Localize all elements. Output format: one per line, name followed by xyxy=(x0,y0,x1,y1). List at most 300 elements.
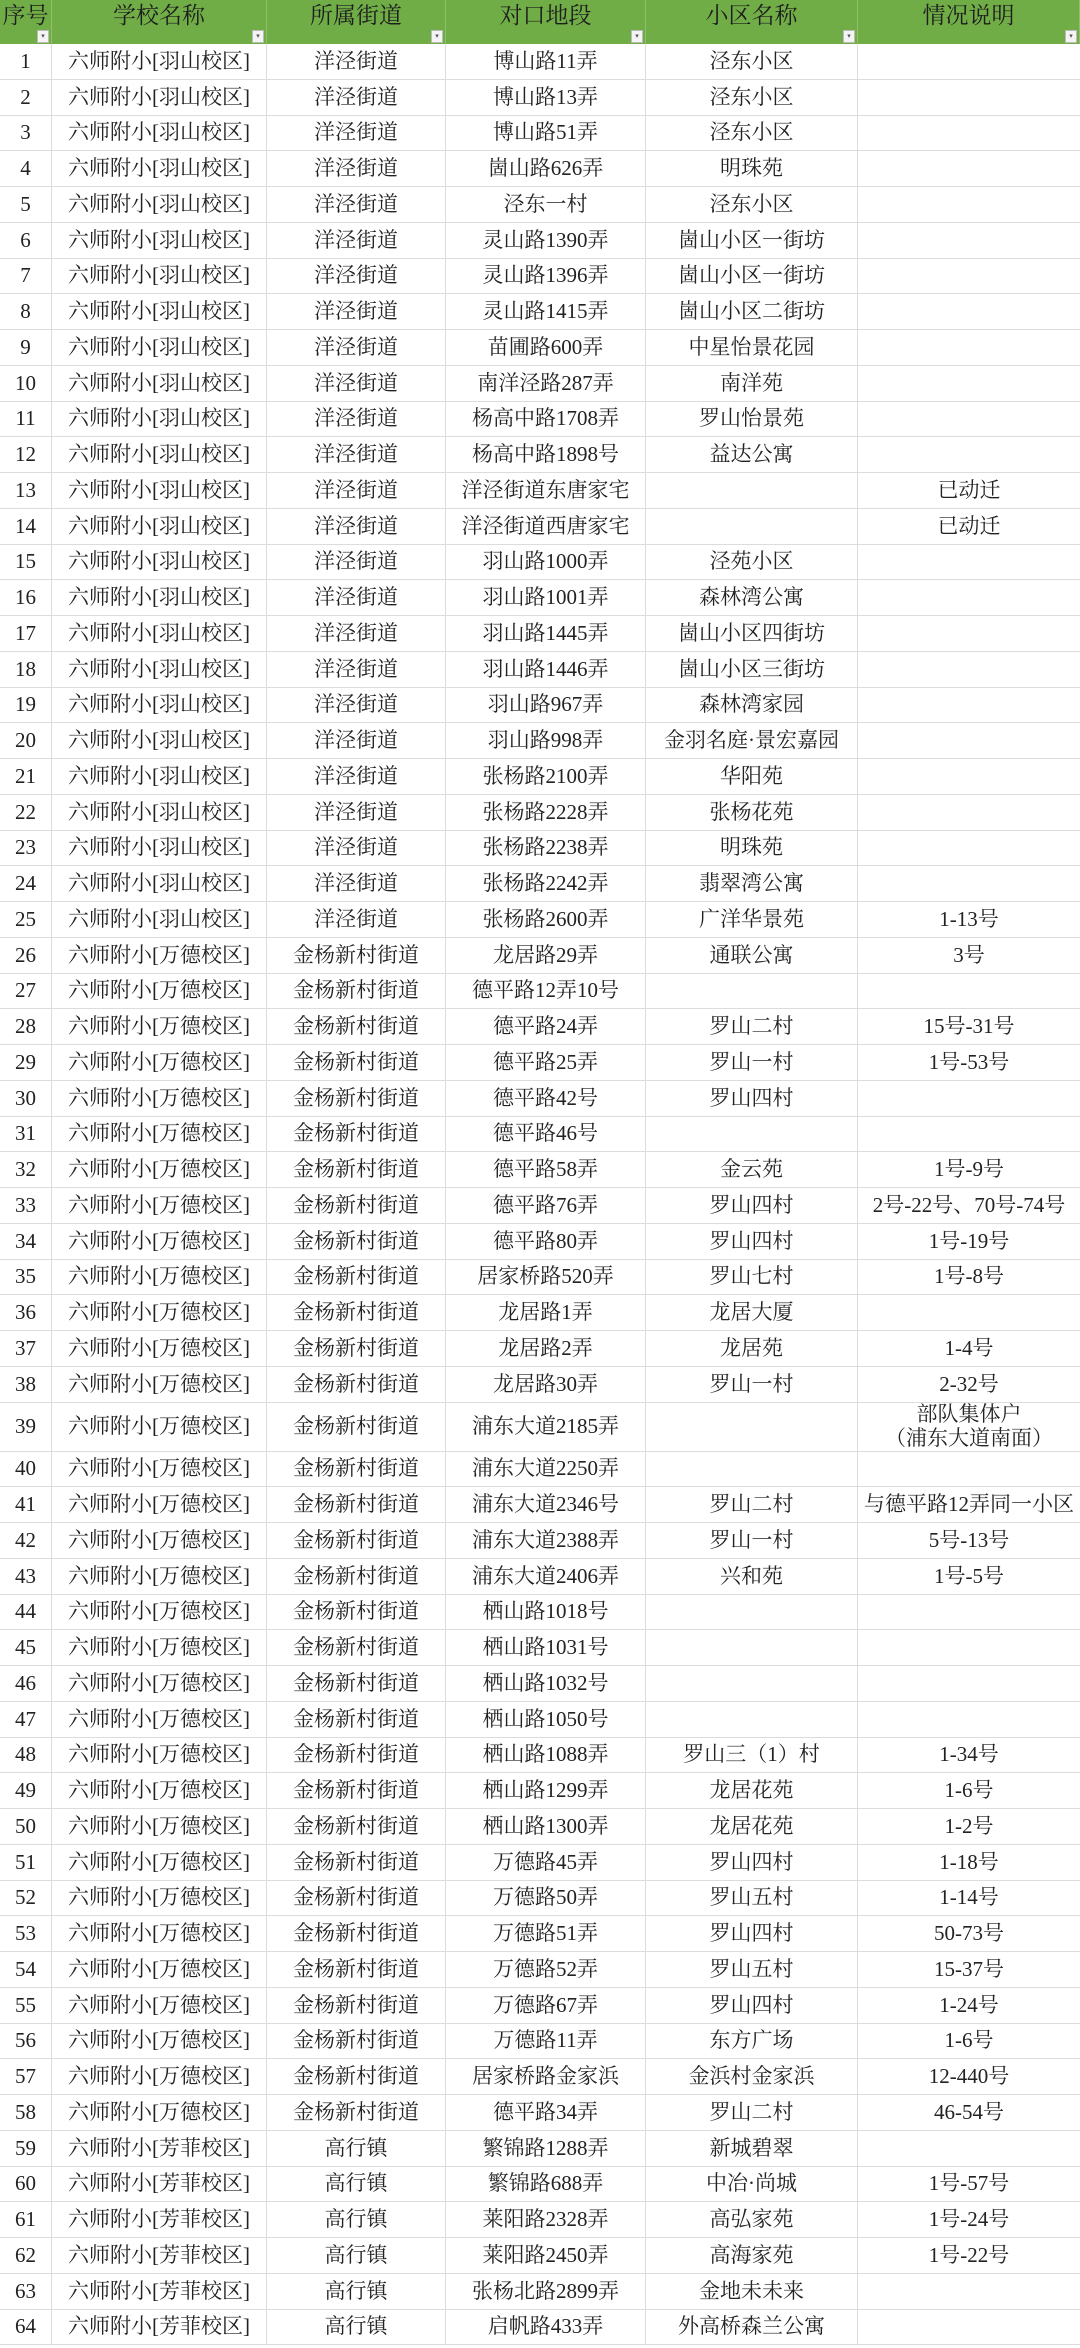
cell-notes[interactable] xyxy=(858,437,1080,472)
cell-seq[interactable]: 46 xyxy=(0,1666,52,1701)
cell-community-name[interactable] xyxy=(646,1595,858,1630)
cell-notes[interactable] xyxy=(858,187,1080,222)
cell-seq[interactable]: 10 xyxy=(0,366,52,401)
cell-street[interactable]: 洋泾街道 xyxy=(267,688,446,723)
cell-street[interactable]: 洋泾街道 xyxy=(267,116,446,151)
cell-street[interactable]: 金杨新村街道 xyxy=(267,1881,446,1916)
cell-notes[interactable] xyxy=(858,2310,1080,2345)
cell-seq[interactable]: 55 xyxy=(0,1988,52,2023)
cell-assigned-segment[interactable]: 德平路76弄 xyxy=(446,1188,646,1223)
cell-community-name[interactable]: 张杨花苑 xyxy=(646,795,858,830)
cell-assigned-segment[interactable]: 德平路24弄 xyxy=(446,1009,646,1044)
cell-assigned-segment[interactable]: 杨高中路1898号 xyxy=(446,437,646,472)
cell-assigned-segment[interactable]: 洋泾街道东唐家宅 xyxy=(446,473,646,508)
cell-school-name[interactable]: 六师附小[羽山校区] xyxy=(52,80,267,115)
cell-assigned-segment[interactable]: 羽山路1000弄 xyxy=(446,545,646,580)
cell-notes[interactable]: 1-6号 xyxy=(944,1778,994,1803)
cell-school-name[interactable]: 六师附小[芳菲校区] xyxy=(52,2167,267,2202)
cell-school-name[interactable]: 六师附小[万德校区] xyxy=(52,2059,267,2094)
cell-school-name[interactable]: 六师附小[万德校区] xyxy=(52,1117,267,1152)
cell-school-name[interactable]: 六师附小[羽山校区] xyxy=(52,902,267,937)
cell-seq[interactable]: 21 xyxy=(0,759,52,794)
cell-notes[interactable] xyxy=(858,974,1080,1009)
filter-dropdown-icon[interactable]: ▾ xyxy=(631,30,643,43)
cell-seq[interactable]: 5 xyxy=(0,187,52,222)
cell-street[interactable]: 洋泾街道 xyxy=(267,723,446,758)
cell-assigned-segment[interactable]: 万德路45弄 xyxy=(446,1845,646,1880)
cell-street[interactable]: 金杨新村街道 xyxy=(267,1009,446,1044)
cell-street[interactable]: 金杨新村街道 xyxy=(267,1403,446,1451)
cell-community-name[interactable]: 罗山四村 xyxy=(646,1988,858,2023)
cell-community-name[interactable]: 崮山小区一街坊 xyxy=(646,223,858,258)
cell-school-name[interactable]: 六师附小[万德校区] xyxy=(52,1081,267,1116)
cell-seq[interactable]: 53 xyxy=(0,1916,52,1951)
cell-notes[interactable]: 1-6号 xyxy=(944,2028,994,2053)
cell-notes[interactable]: 1号-19号 xyxy=(928,1228,1010,1253)
cell-street[interactable]: 金杨新村街道 xyxy=(267,1331,446,1366)
cell-notes[interactable]: 50-73号 xyxy=(934,1921,1004,1946)
cell-assigned-segment[interactable]: 张杨路2238弄 xyxy=(446,831,646,866)
cell-community-name[interactable]: 泾苑小区 xyxy=(646,545,858,580)
cell-community-name[interactable]: 罗山四村 xyxy=(646,1188,858,1223)
cell-street[interactable]: 洋泾街道 xyxy=(267,151,446,186)
cell-seq[interactable]: 44 xyxy=(0,1595,52,1630)
cell-school-name[interactable]: 六师附小[羽山校区] xyxy=(52,723,267,758)
cell-seq[interactable]: 54 xyxy=(0,1952,52,1987)
cell-notes[interactable]: 1-4号 xyxy=(944,1335,994,1360)
cell-seq[interactable]: 8 xyxy=(0,294,52,329)
cell-school-name[interactable]: 六师附小[羽山校区] xyxy=(52,580,267,615)
cell-notes[interactable]: 5号-13号 xyxy=(928,1527,1010,1552)
cell-community-name[interactable]: 金浜村金家浜 xyxy=(646,2059,858,2094)
cell-community-name[interactable]: 金云苑 xyxy=(646,1152,858,1187)
cell-community-name[interactable]: 罗山五村 xyxy=(646,1952,858,1987)
cell-community-name[interactable]: 南洋苑 xyxy=(646,366,858,401)
cell-seq[interactable]: 43 xyxy=(0,1559,52,1594)
cell-assigned-segment[interactable]: 灵山路1390弄 xyxy=(446,223,646,258)
cell-school-name[interactable]: 六师附小[万德校区] xyxy=(52,1773,267,1808)
cell-community-name[interactable]: 崮山小区二街坊 xyxy=(646,294,858,329)
cell-community-name[interactable]: 通联公寓 xyxy=(646,938,858,973)
cell-street[interactable]: 金杨新村街道 xyxy=(267,1487,446,1522)
cell-assigned-segment[interactable]: 万德路52弄 xyxy=(446,1952,646,1987)
cell-school-name[interactable]: 六师附小[万德校区] xyxy=(52,1702,267,1737)
cell-community-name[interactable]: 罗山三（1）村 xyxy=(646,1738,858,1773)
cell-school-name[interactable]: 六师附小[万德校区] xyxy=(52,974,267,1009)
cell-community-name[interactable]: 罗山四村 xyxy=(646,1224,858,1259)
cell-assigned-segment[interactable]: 莱阳路2450弄 xyxy=(446,2238,646,2273)
cell-seq[interactable]: 40 xyxy=(0,1452,52,1487)
cell-seq[interactable]: 59 xyxy=(0,2131,52,2166)
cell-school-name[interactable]: 六师附小[羽山校区] xyxy=(52,151,267,186)
cell-school-name[interactable]: 六师附小[羽山校区] xyxy=(52,759,267,794)
cell-assigned-segment[interactable]: 龙居路30弄 xyxy=(446,1367,646,1402)
cell-street[interactable]: 洋泾街道 xyxy=(267,330,446,365)
cell-school-name[interactable]: 六师附小[羽山校区] xyxy=(52,616,267,651)
cell-school-name[interactable]: 六师附小[羽山校区] xyxy=(52,294,267,329)
cell-notes[interactable] xyxy=(858,831,1080,866)
cell-community-name[interactable]: 森林湾家园 xyxy=(646,688,858,723)
cell-assigned-segment[interactable]: 羽山路1445弄 xyxy=(446,616,646,651)
cell-seq[interactable]: 27 xyxy=(0,974,52,1009)
cell-assigned-segment[interactable]: 浦东大道2185弄 xyxy=(446,1403,646,1451)
cell-assigned-segment[interactable]: 张杨路2242弄 xyxy=(446,866,646,901)
cell-seq[interactable]: 12 xyxy=(0,437,52,472)
cell-seq[interactable]: 35 xyxy=(0,1260,52,1295)
cell-assigned-segment[interactable]: 居家桥路520弄 xyxy=(446,1260,646,1295)
cell-street[interactable]: 金杨新村街道 xyxy=(267,1117,446,1152)
cell-school-name[interactable]: 六师附小[万德校区] xyxy=(52,1666,267,1701)
cell-assigned-segment[interactable]: 张杨路2100弄 xyxy=(446,759,646,794)
cell-seq[interactable]: 1 xyxy=(0,44,52,79)
cell-community-name[interactable]: 龙居大厦 xyxy=(646,1295,858,1330)
cell-street[interactable]: 金杨新村街道 xyxy=(267,1988,446,2023)
cell-seq[interactable]: 26 xyxy=(0,938,52,973)
cell-assigned-segment[interactable]: 崮山路626弄 xyxy=(446,151,646,186)
cell-school-name[interactable]: 六师附小[芳菲校区] xyxy=(52,2310,267,2345)
cell-notes[interactable] xyxy=(858,2131,1080,2166)
cell-street[interactable]: 高行镇 xyxy=(267,2167,446,2202)
cell-street[interactable]: 金杨新村街道 xyxy=(267,1152,446,1187)
cell-street[interactable]: 金杨新村街道 xyxy=(267,1916,446,1951)
cell-assigned-segment[interactable]: 栖山路1300弄 xyxy=(446,1809,646,1844)
cell-assigned-segment[interactable]: 博山路11弄 xyxy=(446,44,646,79)
cell-community-name[interactable]: 罗山四村 xyxy=(646,1916,858,1951)
cell-assigned-segment[interactable]: 繁锦路688弄 xyxy=(446,2167,646,2202)
cell-seq[interactable]: 37 xyxy=(0,1331,52,1366)
cell-street[interactable]: 金杨新村街道 xyxy=(267,1523,446,1558)
cell-school-name[interactable]: 六师附小[万德校区] xyxy=(52,1559,267,1594)
cell-notes[interactable] xyxy=(858,723,1080,758)
cell-seq[interactable]: 56 xyxy=(0,2024,52,2059)
cell-assigned-segment[interactable]: 浦东大道2250弄 xyxy=(446,1452,646,1487)
cell-street[interactable]: 洋泾街道 xyxy=(267,80,446,115)
cell-street[interactable]: 金杨新村街道 xyxy=(267,2024,446,2059)
cell-assigned-segment[interactable]: 龙居路1弄 xyxy=(446,1295,646,1330)
cell-assigned-segment[interactable]: 万德路11弄 xyxy=(446,2024,646,2059)
cell-community-name[interactable]: 外高桥森兰公寓 xyxy=(646,2310,858,2345)
cell-notes[interactable] xyxy=(858,1452,1080,1487)
cell-seq[interactable]: 17 xyxy=(0,616,52,651)
cell-notes[interactable] xyxy=(858,1595,1080,1630)
cell-notes[interactable] xyxy=(858,545,1080,580)
cell-school-name[interactable]: 六师附小[羽山校区] xyxy=(52,402,267,437)
cell-seq[interactable]: 49 xyxy=(0,1773,52,1808)
cell-notes[interactable] xyxy=(858,616,1080,651)
cell-street[interactable]: 洋泾街道 xyxy=(267,259,446,294)
cell-assigned-segment[interactable]: 莱阳路2328弄 xyxy=(446,2202,646,2237)
cell-street[interactable]: 洋泾街道 xyxy=(267,437,446,472)
cell-street[interactable]: 金杨新村街道 xyxy=(267,1081,446,1116)
cell-street[interactable]: 高行镇 xyxy=(267,2131,446,2166)
cell-community-name[interactable]: 龙居花苑 xyxy=(646,1809,858,1844)
cell-school-name[interactable]: 六师附小[万德校区] xyxy=(52,1881,267,1916)
cell-school-name[interactable]: 六师附小[羽山校区] xyxy=(52,366,267,401)
cell-assigned-segment[interactable]: 栖山路1031号 xyxy=(446,1630,646,1665)
cell-community-name[interactable]: 森林湾公寓 xyxy=(646,580,858,615)
cell-seq[interactable]: 33 xyxy=(0,1188,52,1223)
cell-community-name[interactable]: 高弘家苑 xyxy=(646,2202,858,2237)
cell-community-name[interactable]: 泾东小区 xyxy=(646,80,858,115)
cell-seq[interactable]: 20 xyxy=(0,723,52,758)
cell-seq[interactable]: 52 xyxy=(0,1881,52,1916)
cell-school-name[interactable]: 六师附小[芳菲校区] xyxy=(52,2202,267,2237)
filter-dropdown-icon[interactable]: ▾ xyxy=(37,30,49,43)
cell-notes[interactable] xyxy=(858,688,1080,723)
cell-school-name[interactable]: 六师附小[万德校区] xyxy=(52,1916,267,1951)
cell-community-name[interactable] xyxy=(646,1403,858,1451)
cell-street[interactable]: 洋泾街道 xyxy=(267,580,446,615)
cell-notes[interactable]: 已动迁 xyxy=(937,513,1001,538)
cell-notes[interactable]: 1-24号 xyxy=(939,1992,999,2017)
cell-street[interactable]: 洋泾街道 xyxy=(267,402,446,437)
cell-seq[interactable]: 14 xyxy=(0,509,52,544)
cell-street[interactable]: 金杨新村街道 xyxy=(267,1702,446,1737)
cell-assigned-segment[interactable]: 张杨路2228弄 xyxy=(446,795,646,830)
cell-school-name[interactable]: 六师附小[羽山校区] xyxy=(52,330,267,365)
cell-seq[interactable]: 39 xyxy=(0,1403,52,1451)
cell-seq[interactable]: 41 xyxy=(0,1487,52,1522)
cell-school-name[interactable]: 六师附小[万德校区] xyxy=(52,1152,267,1187)
cell-notes[interactable]: 3号 xyxy=(953,942,985,967)
cell-street[interactable]: 金杨新村街道 xyxy=(267,2095,446,2130)
cell-assigned-segment[interactable]: 栖山路1018号 xyxy=(446,1595,646,1630)
cell-school-name[interactable]: 六师附小[羽山校区] xyxy=(52,831,267,866)
cell-assigned-segment[interactable]: 龙居路2弄 xyxy=(446,1331,646,1366)
cell-seq[interactable]: 62 xyxy=(0,2238,52,2273)
cell-school-name[interactable]: 六师附小[羽山校区] xyxy=(52,223,267,258)
cell-notes[interactable]: 1号-8号 xyxy=(934,1264,1004,1289)
cell-street[interactable]: 洋泾街道 xyxy=(267,366,446,401)
cell-community-name[interactable]: 高海家苑 xyxy=(646,2238,858,2273)
cell-school-name[interactable]: 六师附小[万德校区] xyxy=(52,1009,267,1044)
cell-seq[interactable]: 32 xyxy=(0,1152,52,1187)
cell-assigned-segment[interactable]: 万德路51弄 xyxy=(446,1916,646,1951)
cell-school-name[interactable]: 六师附小[万德校区] xyxy=(52,1224,267,1259)
filter-dropdown-icon[interactable]: ▾ xyxy=(431,30,443,43)
cell-seq[interactable]: 45 xyxy=(0,1630,52,1665)
cell-community-name[interactable]: 罗山七村 xyxy=(646,1260,858,1295)
cell-community-name[interactable] xyxy=(646,473,858,508)
cell-seq[interactable]: 60 xyxy=(0,2167,52,2202)
cell-notes[interactable] xyxy=(858,759,1080,794)
cell-school-name[interactable]: 六师附小[羽山校区] xyxy=(52,795,267,830)
cell-assigned-segment[interactable]: 博山路51弄 xyxy=(446,116,646,151)
cell-street[interactable]: 洋泾街道 xyxy=(267,545,446,580)
cell-assigned-segment[interactable]: 苗圃路600弄 xyxy=(446,330,646,365)
cell-seq[interactable]: 48 xyxy=(0,1738,52,1773)
cell-seq[interactable]: 57 xyxy=(0,2059,52,2094)
cell-street[interactable]: 金杨新村街道 xyxy=(267,1367,446,1402)
cell-seq[interactable]: 16 xyxy=(0,580,52,615)
cell-school-name[interactable]: 六师附小[芳菲校区] xyxy=(52,2131,267,2166)
cell-school-name[interactable]: 六师附小[万德校区] xyxy=(52,1988,267,2023)
cell-street[interactable]: 高行镇 xyxy=(267,2310,446,2345)
cell-seq[interactable]: 29 xyxy=(0,1045,52,1080)
cell-assigned-segment[interactable]: 博山路13弄 xyxy=(446,80,646,115)
cell-community-name[interactable] xyxy=(646,1630,858,1665)
cell-street[interactable]: 洋泾街道 xyxy=(267,759,446,794)
cell-assigned-segment[interactable]: 万德路50弄 xyxy=(446,1881,646,1916)
cell-seq[interactable]: 28 xyxy=(0,1009,52,1044)
cell-school-name[interactable]: 六师附小[万德校区] xyxy=(52,1295,267,1330)
cell-seq[interactable]: 51 xyxy=(0,1845,52,1880)
cell-school-name[interactable]: 六师附小[万德校区] xyxy=(52,1809,267,1844)
cell-school-name[interactable]: 六师附小[万德校区] xyxy=(52,1403,267,1451)
cell-community-name[interactable] xyxy=(646,1452,858,1487)
cell-seq[interactable]: 30 xyxy=(0,1081,52,1116)
cell-assigned-segment[interactable]: 德平路12弄10号 xyxy=(446,974,646,1009)
cell-seq[interactable]: 23 xyxy=(0,831,52,866)
cell-seq[interactable]: 61 xyxy=(0,2202,52,2237)
cell-community-name[interactable]: 崮山小区四街坊 xyxy=(646,616,858,651)
cell-community-name[interactable]: 罗山四村 xyxy=(646,1845,858,1880)
cell-notes[interactable] xyxy=(858,330,1080,365)
cell-school-name[interactable]: 六师附小[万德校区] xyxy=(52,2024,267,2059)
cell-assigned-segment[interactable]: 德平路80弄 xyxy=(446,1224,646,1259)
cell-notes[interactable] xyxy=(858,1295,1080,1330)
cell-seq[interactable]: 6 xyxy=(0,223,52,258)
cell-notes[interactable] xyxy=(858,580,1080,615)
cell-notes[interactable] xyxy=(858,80,1080,115)
cell-assigned-segment[interactable]: 栖山路1032号 xyxy=(446,1666,646,1701)
cell-community-name[interactable]: 益达公寓 xyxy=(646,437,858,472)
cell-assigned-segment[interactable]: 德平路25弄 xyxy=(446,1045,646,1080)
cell-community-name[interactable]: 泾东小区 xyxy=(646,116,858,151)
cell-community-name[interactable]: 金地未未来 xyxy=(646,2274,858,2309)
cell-notes[interactable] xyxy=(858,1081,1080,1116)
cell-street[interactable]: 金杨新村街道 xyxy=(267,1295,446,1330)
cell-school-name[interactable]: 六师附小[万德校区] xyxy=(52,2095,267,2130)
cell-street[interactable]: 金杨新村街道 xyxy=(267,938,446,973)
cell-street[interactable]: 洋泾街道 xyxy=(267,473,446,508)
cell-school-name[interactable]: 六师附小[万德校区] xyxy=(52,1845,267,1880)
cell-notes[interactable]: 1号-5号 xyxy=(934,1563,1004,1588)
cell-school-name[interactable]: 六师附小[芳菲校区] xyxy=(52,2238,267,2273)
cell-street[interactable]: 金杨新村街道 xyxy=(267,1260,446,1295)
cell-school-name[interactable]: 六师附小[万德校区] xyxy=(52,1367,267,1402)
cell-notes[interactable] xyxy=(858,223,1080,258)
cell-seq[interactable]: 50 xyxy=(0,1809,52,1844)
cell-community-name[interactable] xyxy=(646,1666,858,1701)
cell-school-name[interactable]: 六师附小[羽山校区] xyxy=(52,652,267,687)
filter-dropdown-icon[interactable]: ▾ xyxy=(252,30,264,43)
cell-notes[interactable]: 与德平路12弄同一小区 xyxy=(864,1492,1074,1517)
cell-seq[interactable]: 47 xyxy=(0,1702,52,1737)
cell-seq[interactable]: 4 xyxy=(0,151,52,186)
cell-notes[interactable]: 2号-22号、70号-74号 xyxy=(872,1192,1066,1217)
filter-dropdown-icon[interactable]: ▾ xyxy=(1065,30,1077,43)
cell-seq[interactable]: 58 xyxy=(0,2095,52,2130)
cell-street[interactable]: 洋泾街道 xyxy=(267,902,446,937)
cell-notes[interactable] xyxy=(858,795,1080,830)
cell-community-name[interactable]: 华阳苑 xyxy=(646,759,858,794)
cell-community-name[interactable] xyxy=(646,974,858,1009)
cell-notes[interactable]: 1-34号 xyxy=(939,1742,999,1767)
cell-notes[interactable]: 2-32号 xyxy=(939,1371,999,1396)
cell-seq[interactable]: 7 xyxy=(0,259,52,294)
cell-notes[interactable] xyxy=(858,1666,1080,1701)
cell-community-name[interactable]: 崮山小区一街坊 xyxy=(646,259,858,294)
cell-assigned-segment[interactable]: 杨高中路1708弄 xyxy=(446,402,646,437)
cell-assigned-segment[interactable]: 栖山路1299弄 xyxy=(446,1773,646,1808)
cell-seq[interactable]: 64 xyxy=(0,2310,52,2345)
cell-community-name[interactable]: 东方广场 xyxy=(646,2024,858,2059)
cell-assigned-segment[interactable]: 龙居路29弄 xyxy=(446,938,646,973)
cell-street[interactable]: 高行镇 xyxy=(267,2274,446,2309)
cell-community-name[interactable]: 罗山一村 xyxy=(646,1045,858,1080)
cell-assigned-segment[interactable]: 繁锦路1288弄 xyxy=(446,2131,646,2166)
cell-street[interactable]: 金杨新村街道 xyxy=(267,2059,446,2094)
cell-assigned-segment[interactable]: 居家桥路金家浜 xyxy=(446,2059,646,2094)
cell-assigned-segment[interactable]: 栖山路1088弄 xyxy=(446,1738,646,1773)
cell-school-name[interactable]: 六师附小[万德校区] xyxy=(52,1188,267,1223)
cell-seq[interactable]: 24 xyxy=(0,866,52,901)
cell-street[interactable]: 洋泾街道 xyxy=(267,652,446,687)
cell-community-name[interactable]: 新城碧翠 xyxy=(646,2131,858,2166)
cell-assigned-segment[interactable]: 栖山路1050号 xyxy=(446,1702,646,1737)
cell-notes[interactable]: 15号-31号 xyxy=(923,1014,1015,1039)
cell-school-name[interactable]: 六师附小[羽山校区] xyxy=(52,259,267,294)
cell-school-name[interactable]: 六师附小[万德校区] xyxy=(52,1487,267,1522)
cell-street[interactable]: 洋泾街道 xyxy=(267,831,446,866)
cell-assigned-segment[interactable]: 灵山路1396弄 xyxy=(446,259,646,294)
cell-assigned-segment[interactable]: 洋泾街道西唐家宅 xyxy=(446,509,646,544)
cell-community-name[interactable]: 金羽名庭·景宏嘉园 xyxy=(646,723,858,758)
cell-school-name[interactable]: 六师附小[羽山校区] xyxy=(52,866,267,901)
cell-assigned-segment[interactable]: 浦东大道2406弄 xyxy=(446,1559,646,1594)
cell-notes[interactable]: 已动迁 xyxy=(937,477,1001,502)
cell-school-name[interactable]: 六师附小[羽山校区] xyxy=(52,116,267,151)
cell-street[interactable]: 洋泾街道 xyxy=(267,223,446,258)
cell-street[interactable]: 洋泾街道 xyxy=(267,44,446,79)
cell-notes[interactable] xyxy=(858,1630,1080,1665)
cell-notes[interactable] xyxy=(858,259,1080,294)
cell-seq[interactable]: 18 xyxy=(0,652,52,687)
cell-street[interactable]: 金杨新村街道 xyxy=(267,1045,446,1080)
cell-community-name[interactable]: 泾东小区 xyxy=(646,187,858,222)
cell-street[interactable]: 高行镇 xyxy=(267,2238,446,2273)
cell-school-name[interactable]: 六师附小[羽山校区] xyxy=(52,187,267,222)
cell-school-name[interactable]: 六师附小[万德校区] xyxy=(52,1452,267,1487)
cell-notes[interactable]: 12-440号 xyxy=(928,2064,1010,2089)
cell-notes[interactable]: 46-54号 xyxy=(934,2099,1004,2124)
cell-community-name[interactable]: 罗山二村 xyxy=(646,2095,858,2130)
cell-community-name[interactable]: 崮山小区三街坊 xyxy=(646,652,858,687)
cell-community-name[interactable]: 罗山二村 xyxy=(646,1009,858,1044)
cell-notes[interactable] xyxy=(858,116,1080,151)
cell-notes[interactable] xyxy=(858,866,1080,901)
cell-school-name[interactable]: 六师附小[万德校区] xyxy=(52,1738,267,1773)
cell-notes[interactable] xyxy=(858,366,1080,401)
cell-seq[interactable]: 63 xyxy=(0,2274,52,2309)
cell-seq[interactable]: 15 xyxy=(0,545,52,580)
cell-notes[interactable] xyxy=(858,151,1080,186)
cell-street[interactable]: 金杨新村街道 xyxy=(267,1809,446,1844)
cell-school-name[interactable]: 六师附小[万德校区] xyxy=(52,1523,267,1558)
cell-community-name[interactable]: 明珠苑 xyxy=(646,831,858,866)
cell-assigned-segment[interactable]: 羽山路967弄 xyxy=(446,688,646,723)
cell-assigned-segment[interactable]: 张杨北路2899弄 xyxy=(446,2274,646,2309)
cell-notes[interactable]: 1-2号 xyxy=(944,1813,994,1838)
cell-school-name[interactable]: 六师附小[万德校区] xyxy=(52,1952,267,1987)
cell-community-name[interactable]: 兴和苑 xyxy=(646,1559,858,1594)
cell-assigned-segment[interactable]: 浦东大道2346号 xyxy=(446,1487,646,1522)
cell-street[interactable]: 金杨新村街道 xyxy=(267,1595,446,1630)
cell-school-name[interactable]: 六师附小[羽山校区] xyxy=(52,545,267,580)
cell-community-name[interactable]: 罗山一村 xyxy=(646,1367,858,1402)
cell-assigned-segment[interactable]: 万德路67弄 xyxy=(446,1988,646,2023)
